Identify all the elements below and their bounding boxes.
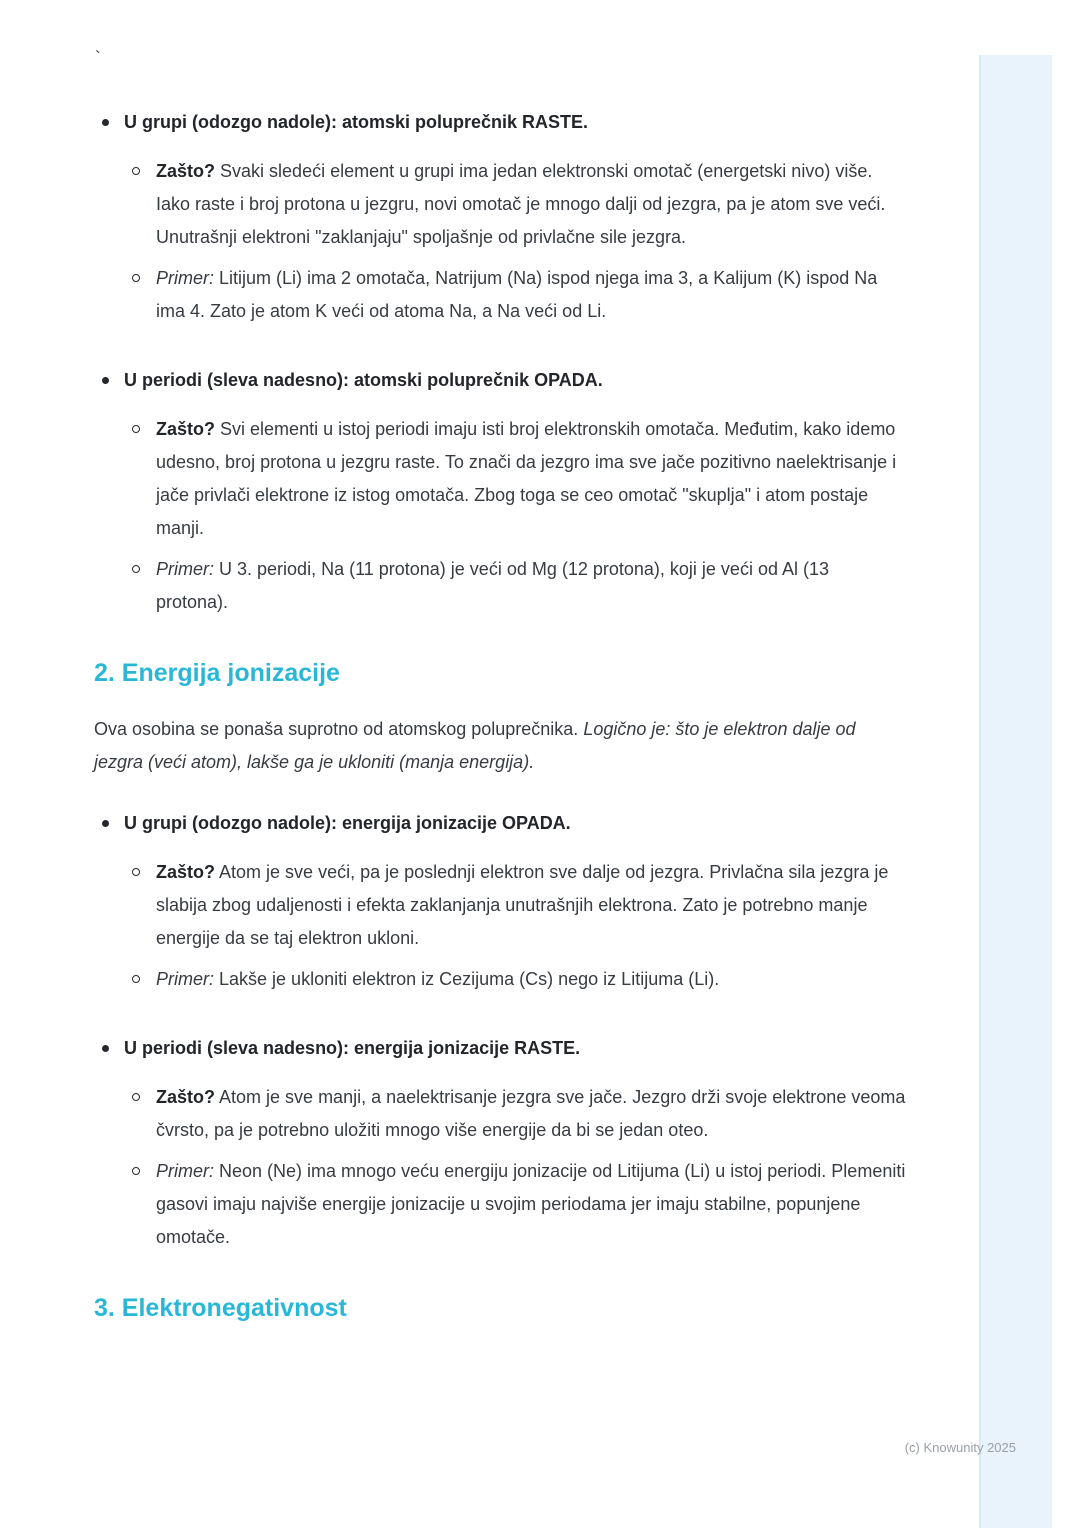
bullet-circle-marker <box>132 167 140 175</box>
sub-item-text <box>156 856 906 955</box>
sub-list-item <box>124 553 906 619</box>
why-label: Zašto? <box>156 161 216 181</box>
right-edge-stripe <box>979 55 1052 1528</box>
why-label: Zašto? <box>156 419 216 439</box>
intro-normal-text: Ova osobina se ponaša suprotno od atomskog poluprečnika. <box>94 719 579 739</box>
bullet-disc-marker <box>102 1045 109 1052</box>
list-atomic-radius <box>94 106 906 619</box>
sub-item-text <box>156 1155 906 1254</box>
sub-item-text <box>156 553 906 619</box>
bullet-circle-marker <box>132 1167 140 1175</box>
example-label: Primer: <box>156 969 214 989</box>
bullet-disc-marker <box>102 119 109 126</box>
bullet-circle-marker <box>132 975 140 983</box>
bullet-disc-marker <box>102 377 109 384</box>
why-body: Atom je sve manji, a naelektrisanje jezgra sve jače. Jezgro drži svoje elektrone veoma čvrsto, pa je potrebno uložiti mnogo više energije da bi se jedan oteo. <box>156 1087 906 1140</box>
list-item-title: U grupi (odozgo nadole): atomski poluprečnik RASTE. <box>124 112 589 132</box>
list-item <box>94 106 906 328</box>
sub-item-text <box>156 413 906 545</box>
sub-list-item <box>124 1155 906 1254</box>
why-body: Svi elementi u istoj periodi imaju isti broj elektronskih omotača. Međutim, kako idemo udesno, broj protona u jezgru raste. To znači da jezgro ima sve jače pozitivno naelektrisanje i jače privlači elektrone iz istog omotača. Zbog toga se ceo omotač "skuplja" i atom postaje manji. <box>156 419 897 538</box>
why-body: Svaki sledeći element u grupi ima jedan elektronski omotač (energetski nivo) više. Iako raste i broj protona u jezgru, novi omotač je mnogo dalji od jezgra, pa je atom sve veći. Unutrašnji elektroni "zaklanjaju" spoljašnje od privlačne sile jezgra. <box>156 161 886 247</box>
bullet-circle-marker <box>132 868 140 876</box>
intro-paragraph <box>94 713 906 779</box>
list-item-title: U periodi (sleva nadesno): atomski poluprečnik OPADA. <box>124 370 603 390</box>
document-content <box>94 106 906 1348</box>
bullet-circle-marker <box>132 274 140 282</box>
list-item-title: U periodi (sleva nadesno): energija jonizacije RASTE. <box>124 1038 581 1058</box>
list-item-title: U grupi (odozgo nadole): energija jonizacije OPADA. <box>124 813 571 833</box>
list-item <box>94 1032 906 1254</box>
list-item <box>94 364 906 619</box>
example-body: Lakše je ukloniti elektron iz Cezijuma (Cs) nego iz Litijuma (Li). <box>219 969 720 989</box>
sub-item-text <box>156 1081 906 1147</box>
sub-item-text <box>156 963 906 996</box>
watermark-footer: (c) Knowunity 2025 <box>904 1440 1016 1455</box>
sub-list-item <box>124 413 906 545</box>
example-body: Neon (Ne) ima mnogo veću energiju jonizacije od Litijuma (Li) u istoj periodi. Plemeniti gasovi imaju najviše energije jonizacije u svojim periodama jer imaju stabilne, popunjene omotače. <box>156 1161 906 1247</box>
sub-item-text <box>156 155 906 254</box>
why-body: Atom je sve veći, pa je poslednji elektron sve dalje od jezgra. Privlačna sila jezgra je slabija zbog udaljenosti i efekta zaklanjanja unutrašnjih elektrona. Zato je potrebno manje energije da se taj elektron ukloni. <box>156 862 889 948</box>
bullet-circle-marker <box>132 425 140 433</box>
list-item <box>94 807 906 996</box>
section-heading-electronegativity: 3. Elektronegativnost <box>94 1294 347 1322</box>
example-label: Primer: <box>156 559 214 579</box>
why-label: Zašto? <box>156 862 216 882</box>
intro-italic-text: Logično je: što je elektron dalje od jezgra (veći atom), lakše ga je ukloniti (manja energija). <box>94 719 856 772</box>
stray-character: ` <box>95 48 101 67</box>
sub-list-item <box>124 856 906 955</box>
bullet-circle-marker <box>132 565 140 573</box>
section-heading-ionization-energy: 2. Energija jonizacije <box>94 659 340 687</box>
sub-list-item <box>124 155 906 254</box>
example-body: Litijum (Li) ima 2 omotača, Natrijum (Na) ispod njega ima 3, a Kalijum (K) ispod Na ima 4. Zato je atom K veći od atoma Na, a Na veći od Li. <box>156 268 878 321</box>
why-label: Zašto? <box>156 1087 216 1107</box>
sub-list-item <box>124 1081 906 1147</box>
example-label: Primer: <box>156 1161 214 1181</box>
sub-list-item <box>124 262 906 328</box>
example-body: U 3. periodi, Na (11 protona) je veći od Mg (12 protona), koji je veći od Al (13 protona). <box>156 559 829 612</box>
sub-list-item <box>124 963 906 996</box>
list-ionization-energy <box>94 807 906 1254</box>
bullet-disc-marker <box>102 820 109 827</box>
sub-item-text <box>156 262 906 328</box>
example-label: Primer: <box>156 268 214 288</box>
bullet-circle-marker <box>132 1093 140 1101</box>
